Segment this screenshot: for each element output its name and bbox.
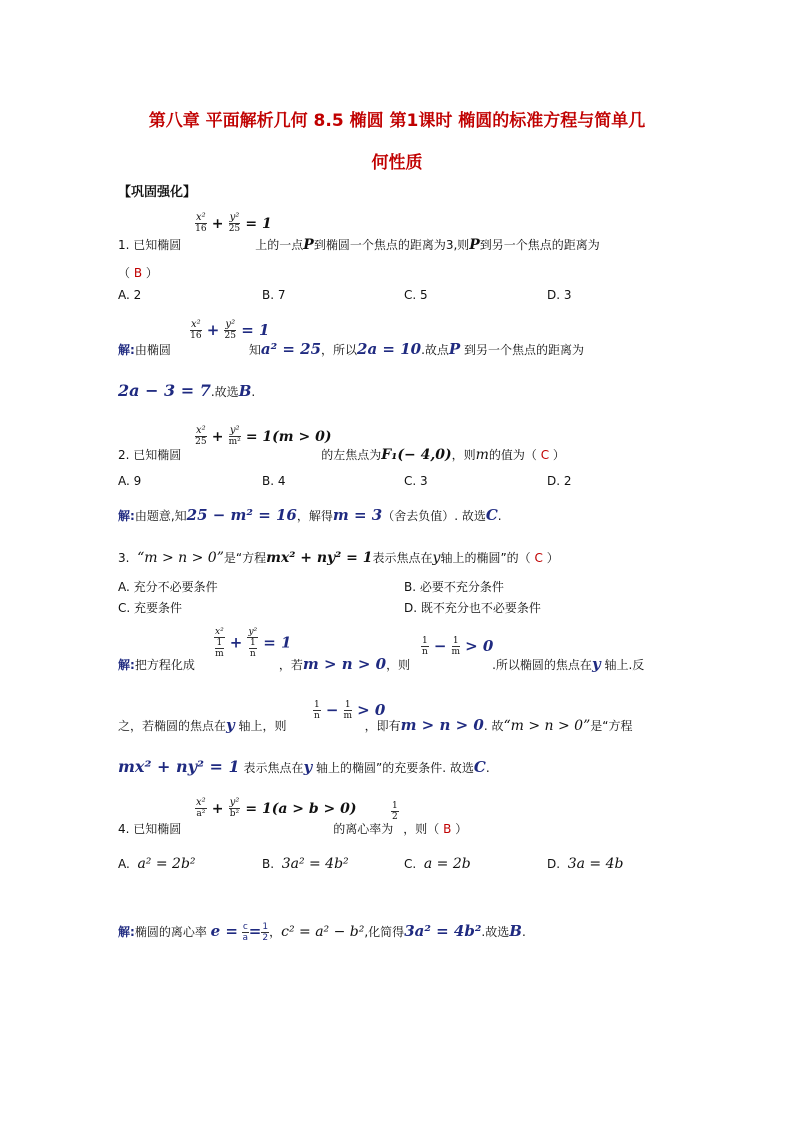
q1-option-d: D. 3 [547,288,572,302]
q3-solution-frac3: $\frac{1}{n}$ − $\frac{1}{m}$ > 0 [313,700,386,721]
page-title-line1: 第八章 平面解析几何 8.5 椭圆 第1课时 椭圆的标准方程与简单几 [148,111,646,131]
q3-solution-frac1: $\frac{\text{x²}}{\frac{1}{m}}$ + $\frac{\text{y²}}{\frac{1}{n}}$ = 1 [215,627,292,659]
q2-option-a: A. 9 [118,474,142,488]
q1-solution-line2: 2a − 3 = 7.故选B. [118,381,256,400]
q1-equation: $\frac{\text{x²}}{16}$ + $\frac{\text{y²}}{25}$ = 1 [195,212,272,234]
q4-solution: 解:椭圆的离心率 e = $\frac{c}{a}$ = $\frac{1}{2}$ ，c² = a² − b²,化简得3a² = 4b².故选B. [118,922,526,943]
q4-stem: 4. 已知椭圆 的离心率为 ，则（ B ） [118,822,468,836]
q4-equation: $\frac{\text{x²}}{\text{a²}}$ + $\frac{\text{y²}}{\text{b²}}$ = 1(a > b > 0) [196,797,357,819]
q3-option-a: A. 充分不必要条件 [118,580,218,594]
q3-solution-frac2: $\frac{1}{n}$ − $\frac{1}{m}$ > 0 [421,636,494,657]
q1-stem: 1. 已知椭圆 上的一点P到椭圆一个焦点的距离为3,则P到另一个焦点的距离为 [118,237,600,253]
q1-option-c: C. 5 [404,288,428,302]
section-heading: 【巩固强化】 [118,185,197,200]
q3-option-d: D. 既不充分也不必要条件 [404,601,541,615]
q1-option-b: B. 7 [262,288,286,302]
q1-answer: （ B ） [118,266,158,280]
q2-equation: $\frac{\text{x²}}{25}$ + $\frac{\text{y²}}{\text{m²}}$ = 1(m > 0) [195,425,332,447]
q2-option-d: D. 2 [547,474,572,488]
q2-option-b: B. 4 [262,474,286,488]
q2-option-c: C. 3 [404,474,428,488]
q1-solution-line1: 解:由椭圆 知a² = 25，所以2a = 10.故点P 到另一个焦点的距离为 [118,340,585,358]
q3-solution-line3: mx² + ny² = 1 表示焦点在y 轴上的椭圆”的充要条件. 故选C. [118,757,490,776]
q4-option-a: A. a² = 2b² [118,856,196,872]
q1-solution-equation: $\frac{\text{x²}}{16}$ + $\frac{\text{y²}}{25}$ = 1 [190,319,270,341]
q4-option-d: D. 3a = 4b [547,856,624,872]
q1-option-a: A. 2 [118,288,142,302]
q4-option-c: C. a = 2b [404,856,471,872]
page-title-line2: 何性质 [371,153,423,173]
q4-option-b: B. 3a² = 4b² [262,856,349,872]
q4-eccentricity-fraction: $\frac{1}{2}$ [392,801,398,822]
q3-option-c: C. 充要条件 [118,601,183,615]
q2-stem: 2. 已知椭圆 的左焦点为F₁(− 4,0)，则m的值为（ C ） [118,447,565,463]
q3-solution-line2: 之，若椭圆的焦点在y 轴上，则 ，即有m > n > 0. 故“m > n > 0”是“方程 [118,716,633,734]
q3-stem: 3. “m > n > 0”是“方程mx² + ny² = 1表示焦点在y轴上的椭圆”的（ C ） [118,550,559,566]
q3-option-b: B. 必要不充分条件 [404,580,504,594]
q3-solution-line1: 解:把方程化成 ，若m > n > 0，则 .所以椭圆的焦点在y 轴上.反 [118,655,645,673]
q2-solution: 解:由题意,知25 − m² = 16，解得m = 3（舍去负值）. 故选C. [118,506,502,524]
